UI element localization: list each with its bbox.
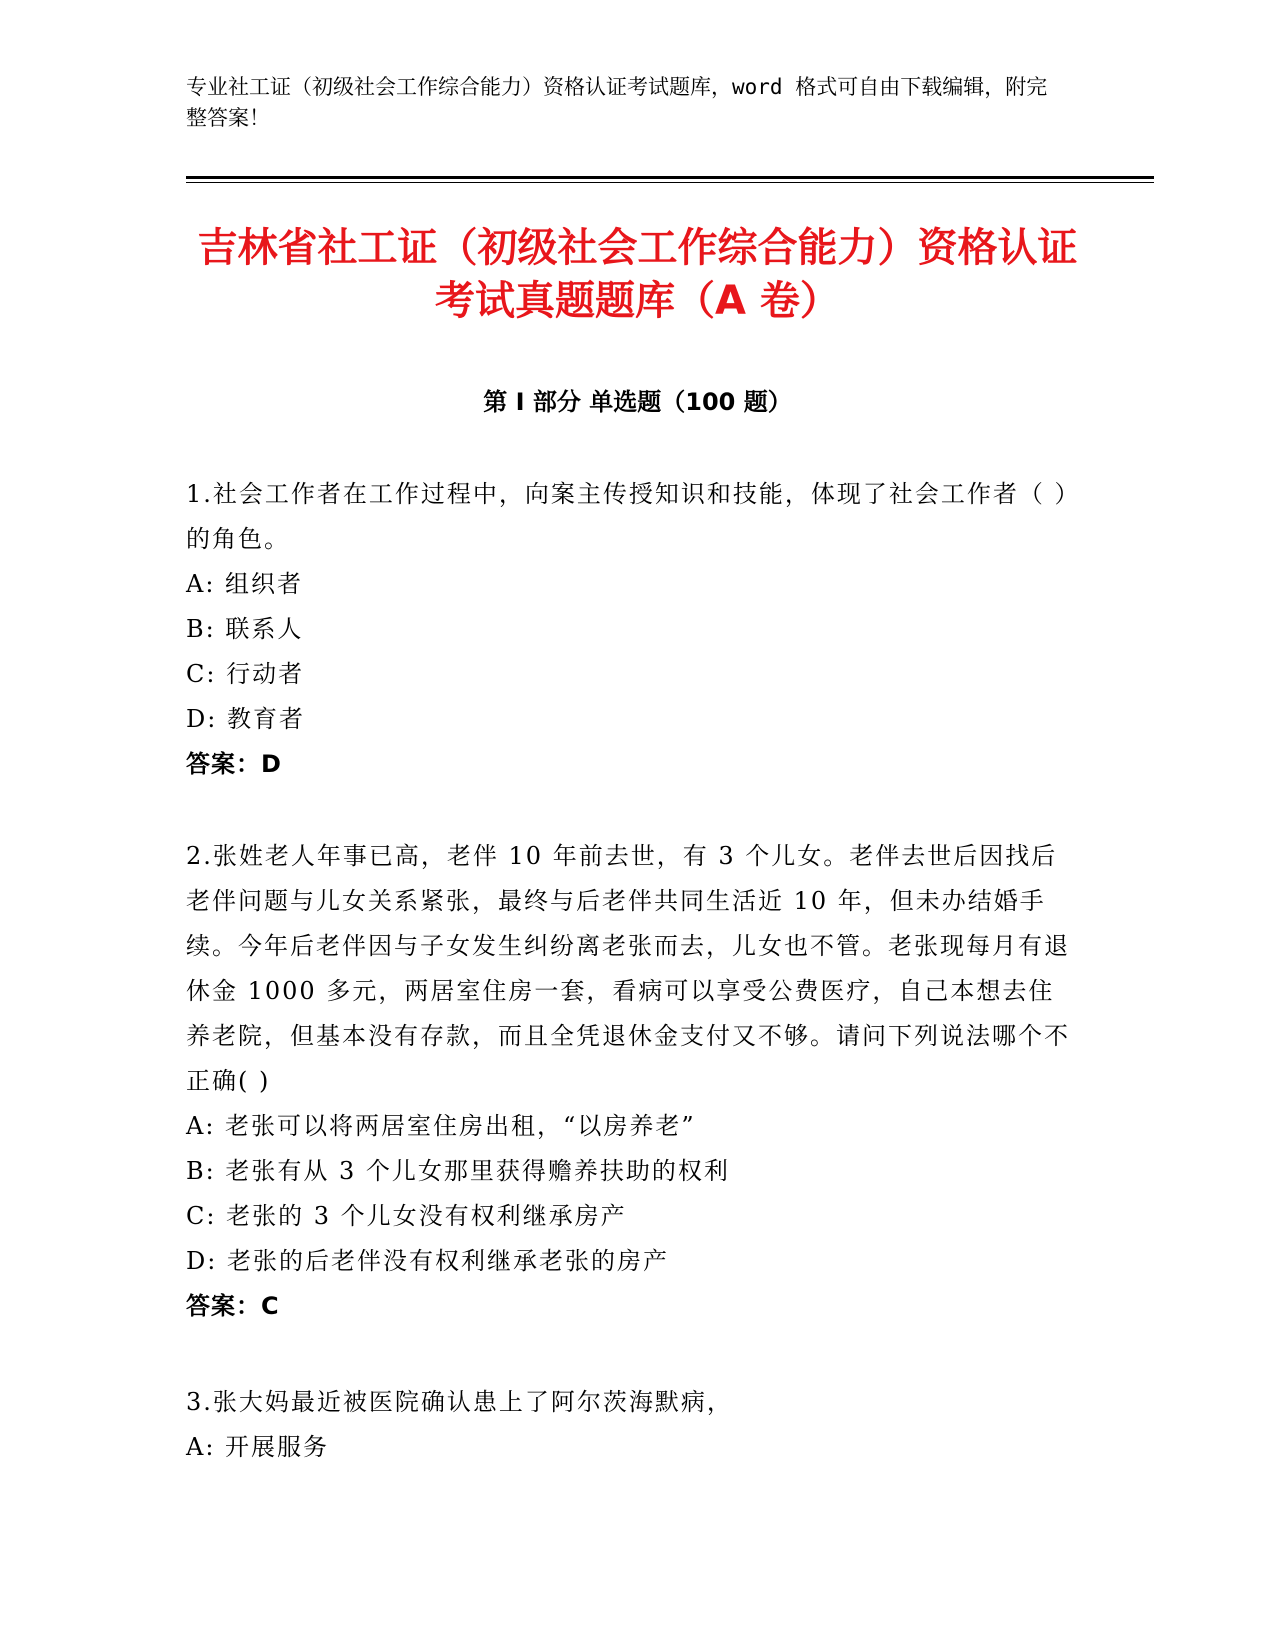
option-a: A: 组织者 (186, 570, 304, 598)
question-stem: 1.社会工作者在工作过程中，向案主传授知识和技能，体现了社会工作者（ ）的角色。 (186, 480, 1069, 553)
option-c: C: 老张的 3 个儿女没有权利继承房产 (186, 1202, 627, 1230)
option-d: D: 老张的后老伴没有权利继承老张的房产 (186, 1247, 669, 1275)
answer: 答案：C (186, 1292, 280, 1320)
header-note: 专业社工证（初级社会工作综合能力）资格认证考试题库，word 格式可自由下载编辑，附完整答案！ (186, 75, 1048, 130)
question-stem: 3.张大妈最近被医院确认患上了阿尔茨海默病， (186, 1388, 733, 1416)
question-3 (186, 1380, 1076, 1470)
option-a: A: 老张可以将两居室住房出租，“以房养老” (186, 1112, 696, 1140)
header-divider-thin (186, 182, 1154, 183)
option-a: A: 开展服务 (186, 1433, 330, 1461)
option-b: B: 老张有从 3 个儿女那里获得赡养扶助的权利 (186, 1157, 730, 1185)
section-title: 第 I 部分 单选题（100 题） (483, 388, 792, 416)
document-title: 吉林省社工证（初级社会工作综合能力）资格认证考试真题题库（A 卷） (197, 225, 1078, 324)
answer: 答案：D (186, 750, 282, 778)
question-2 (186, 834, 1076, 1329)
option-c: C: 行动者 (186, 660, 305, 688)
question-stem: 2.张姓老人年事已高，老伴 10 年前去世，有 3 个儿女。老伴去世后因找后老伴问题与儿女关系紧张，最终与后老伴共同生活近 10 年，但未办结婚手续。今年后老伴因与子女发生纠纷离老张而去，儿女也不管。老张现每月有退休金 1000 多元，两居室住房一套，看病可以享受公费医疗，自己本想去住养老院，但基本没有存款，而且全凭退休金支付又不够。请问下列说法哪个不正确( ) (186, 842, 1070, 1095)
header-divider-thick (186, 176, 1154, 179)
question-1 (186, 472, 1076, 787)
option-b: B: 联系人 (186, 615, 304, 643)
option-d: D: 教育者 (186, 705, 305, 733)
